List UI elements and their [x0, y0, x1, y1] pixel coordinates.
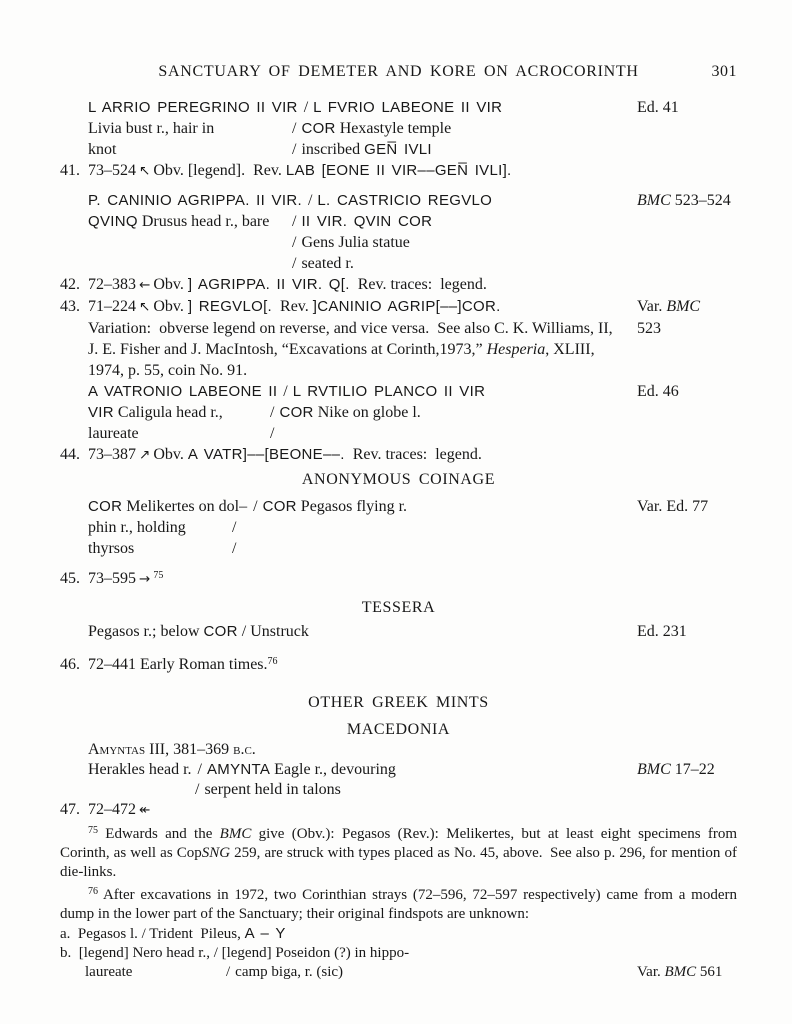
obverse-description: laureate [85, 964, 133, 980]
entry-number: 41. [60, 162, 80, 179]
obv-rev-separator: / [292, 213, 297, 230]
entry-44-block [60, 381, 737, 466]
obverse-legend: COR [88, 498, 123, 515]
coin-desc-row [88, 97, 737, 118]
journal-title: Hesperia [486, 341, 546, 358]
coin-desc-row [88, 496, 737, 517]
obv-rev-separator: / [292, 141, 297, 158]
footnote-number-76: 76 [88, 886, 98, 897]
entry-text: Rev. [272, 298, 313, 315]
reverse-legend: GEN̅ IVLI [364, 141, 432, 158]
die-axis-arrow-ne: ↗ [139, 447, 151, 463]
coin-desc-row [88, 760, 737, 780]
coin-desc-row [88, 118, 737, 139]
coin-desc-row [88, 139, 737, 160]
reverse-description: Hexastyle temple [335, 120, 452, 137]
obv-rev-separator: / [232, 540, 237, 557]
entry-legend: LAB [EONE II VIR––GEN̅ IVLI]. [285, 162, 512, 179]
footnote-76-item-a [60, 924, 737, 944]
entry-number: 43. [60, 298, 80, 315]
obverse-description: laureate [88, 425, 139, 442]
obverse-legend: A VATRONIO LABEONE II [88, 383, 278, 400]
coin-desc-row [292, 253, 737, 274]
footnotes-section [60, 821, 737, 982]
obverse-legend: VIR [88, 404, 114, 421]
die-axis-arrow-nw: ↖ [139, 163, 151, 179]
reverse-description: Gens Julia statue [301, 234, 410, 251]
footnote-text: After excavations in 1972, two Corinthian strays (72–596, 72–597 respectively) came from a modern dump in the lower part of the Sanctuary; their original findspots are unknown: [60, 887, 737, 922]
reference-numbers: 17–22 [670, 761, 715, 778]
coin-desc-row [88, 211, 737, 232]
obverse-description [88, 211, 292, 232]
footnote-marker-75: 75 [153, 570, 164, 581]
reference-citation [637, 760, 715, 780]
coin-desc-row [292, 232, 737, 253]
coin-desc-row [88, 190, 737, 211]
reverse-description: inscribed [301, 141, 365, 158]
entry-text: Obv. [legend]. Rev. [153, 162, 286, 179]
reverse-description: camp biga, r. (sic) [235, 964, 344, 980]
reference-bmc: BMC [666, 298, 701, 315]
footnote-number-75: 75 [88, 825, 98, 836]
reference-numbers: 523–524 [670, 192, 731, 209]
inventory-number: 73–595 [88, 570, 136, 587]
entry-text: Rev. traces: legend. [349, 276, 487, 293]
reverse-legend: L RVTILIO PLANCO II VIR [292, 383, 486, 400]
variation-note [60, 318, 737, 381]
variation-text: 1974, p. 55, coin No. 91. [88, 362, 248, 379]
entry-number: 42. [60, 276, 80, 293]
obv-rev-separator: / [237, 623, 251, 640]
reverse-description: Pegasos flying r. [296, 498, 408, 515]
obv-rev-separator: / [253, 498, 258, 515]
coin-desc-row [195, 780, 737, 800]
die-axis-arrow-right: → [139, 571, 151, 587]
reference-bmc: BMC [637, 761, 671, 778]
entry-text: Obv. [153, 276, 188, 293]
entry-text: Obv. [153, 298, 188, 315]
reference-citation [637, 190, 731, 211]
reference-sng: SNG [201, 845, 231, 861]
catalog-entry-42 [60, 274, 737, 296]
inventory-number: 73–387 [88, 446, 136, 463]
page-content [60, 0, 737, 982]
reference-number: 523 [637, 320, 661, 337]
obv-rev-separator: / [270, 404, 275, 421]
footnote-text: give (Obv.): Pegasos (Rev.): Melikertes, but at least eight specimens from Corinth, as well as Cop [60, 826, 738, 861]
reference-bmc: BMC [219, 826, 252, 842]
reverse-legend: COR [301, 120, 336, 137]
obv-rev-separator: / [303, 99, 309, 116]
inventory-number: 72–441 [88, 656, 136, 673]
entry-number: 45. [60, 570, 80, 587]
footnote-76-item-b [60, 944, 737, 963]
variation-line [88, 360, 737, 381]
entry-41-block [60, 97, 737, 182]
entry-45-block [60, 496, 737, 590]
running-head [60, 62, 737, 81]
reference-citation: Ed. 41 [637, 99, 679, 116]
catalog-entry-45 [60, 565, 737, 590]
entry-number: 47. [60, 801, 80, 818]
entry-legend: A VATR]––[BEONE––. [187, 446, 345, 463]
reference-var: Var. [637, 298, 667, 315]
coin-desc-row [88, 517, 737, 538]
entry-legend: ]CANINIO AGRIP[––]COR. [312, 298, 501, 315]
obv-rev-separator: / [232, 519, 237, 536]
reverse-legend: L FVRIO LABEONE II VIR [313, 99, 503, 116]
obverse-description [88, 496, 253, 517]
page-title: SANCTUARY OF DEMETER AND KORE ON ACROCORINTH [158, 63, 639, 80]
reference-var: Var. [637, 964, 665, 980]
entry-text: Obv. [153, 446, 188, 463]
catalog-entry-44 [60, 444, 737, 466]
obv-rev-separator: / [307, 192, 313, 209]
reverse-description: Eagle r., devouring [270, 761, 396, 778]
ruler-heading: Amyntas III, 381–369 b.c. [88, 741, 256, 758]
item-a-text: a. Pegasos l. / Trident Pileus, [60, 926, 245, 942]
obverse-description: phin r., holding [88, 519, 186, 536]
variation-line [88, 339, 737, 360]
obv-rev-separator: / [292, 255, 297, 272]
item-a-legend: A – Y [244, 925, 286, 942]
coin-desc-row [88, 423, 737, 444]
obverse-description-text: Drusus head r., bare [137, 213, 270, 230]
footnote-text: Edwards and the [98, 826, 220, 842]
entry-42-43-block [60, 190, 737, 318]
item-b-text: b. [legend] Nero head r., / [legend] Poseidon (?) in hippo- [60, 945, 410, 961]
reverse-legend: COR [279, 404, 314, 421]
obverse-description [88, 402, 270, 423]
obverse-legend: QVINQ [88, 213, 138, 230]
variation-line [88, 318, 737, 339]
section-heading-tessera: TESSERA [361, 599, 436, 616]
entry-text: Early Roman times. [136, 656, 268, 673]
die-axis-arrow-left: ← [139, 277, 151, 293]
reference-citation: Ed. 231 [637, 623, 687, 640]
obv-rev-separator: / [270, 425, 275, 442]
section-heading-anonymous-coinage: ANONYMOUS COINAGE [301, 471, 496, 488]
section-heading-macedonia: MACEDONIA [346, 721, 451, 738]
reverse-description: Unstruck [250, 623, 309, 640]
obv-rev-separator: / [292, 120, 297, 137]
reference-bmc: BMC [637, 192, 671, 209]
entry-number: 44. [60, 446, 80, 463]
entry-text: Rev. traces: legend. [344, 446, 482, 463]
reverse-description: Nike on globe l. [313, 404, 421, 421]
inventory-number: 72–472 [88, 801, 136, 818]
reverse-legend: COR [262, 498, 297, 515]
entry-number: 46. [60, 656, 80, 673]
reference-citation: Ed. 46 [637, 383, 679, 400]
entry-46-block [60, 621, 737, 675]
reference-numbers: 561 [696, 964, 723, 980]
footnote-76-item-b-line2 [85, 963, 737, 982]
catalog-entry-41 [60, 160, 737, 182]
variation-text: J. E. Fisher and J. MacIntosh, “Excavations at Corinth,1973,” [88, 341, 487, 358]
catalog-entry-47 [60, 800, 737, 820]
reference-citation: Var. Ed. 77 [637, 498, 709, 515]
die-axis-arrow-left-double: ↞ [139, 802, 151, 818]
obverse-description: Pegasos r.; below [88, 623, 204, 640]
obv-rev-separator: / [197, 761, 202, 778]
die-axis-arrow-nw: ↖ [139, 299, 151, 315]
reverse-legend: AMYNTA [206, 761, 271, 778]
page-number: 301 [711, 63, 737, 80]
obverse-description-text: Caligula head r., [113, 404, 223, 421]
inventory-number: 72–383 [88, 276, 136, 293]
coin-desc-row [88, 621, 737, 642]
entry-legend: ] REGVLO[. [187, 298, 273, 315]
obverse-legend: L ARRIO PEREGRINO II VIR [88, 99, 298, 116]
section-heading-other-greek-mints: OTHER GREEK MINTS [308, 694, 489, 711]
variation-text: Variation: obverse legend on reverse, and vice versa. See also C. K. Williams, II, [88, 320, 613, 337]
catalog-entry-43 [60, 296, 737, 318]
coin-desc-row [88, 381, 737, 402]
obverse-description: knot [88, 141, 117, 158]
footnote-text: 259, are struck with types placed as No. 45, above. See also p. 296, for mention of die-links. [60, 845, 737, 880]
obverse-legend: COR [203, 623, 238, 640]
reference-citation [637, 296, 700, 317]
inventory-number: 73–524 [88, 162, 136, 179]
reverse-legend: L. CASTRICIO REGVLO [317, 192, 493, 209]
reference-bmc: BMC [664, 964, 697, 980]
obverse-description: Herakles head r. [88, 761, 192, 778]
variation-text: , XLIII, [545, 341, 595, 358]
reverse-legend: II VIR. QVIN COR [301, 213, 433, 230]
obverse-description: Livia bust r., hair in [88, 120, 215, 137]
obv-rev-separator: / [283, 383, 288, 400]
reverse-description: seated r. [301, 255, 354, 272]
obverse-legend: P. CANINIO AGRIPPA. II VIR. [88, 192, 302, 209]
obverse-description-text: Melikertes on dol– [122, 498, 248, 515]
inventory-number: 71–224 [88, 298, 136, 315]
footnote-marker-76: 76 [267, 656, 278, 667]
obv-rev-separator: / [292, 234, 297, 251]
footnote-75 [60, 821, 737, 882]
obverse-description: thyrsos [88, 540, 135, 557]
catalog-entry-46 [60, 651, 737, 675]
coin-desc-row [88, 402, 737, 423]
reference-citation [637, 963, 722, 982]
footnote-76 [60, 882, 737, 924]
coin-desc-row [88, 538, 737, 559]
reverse-description: serpent held in talons [204, 781, 341, 798]
obv-rev-separator: / [195, 781, 200, 798]
obv-rev-separator: / [226, 964, 231, 980]
entry-47-block [60, 740, 737, 820]
entry-legend: ] AGRIPPA. II VIR. Q[. [187, 276, 350, 293]
